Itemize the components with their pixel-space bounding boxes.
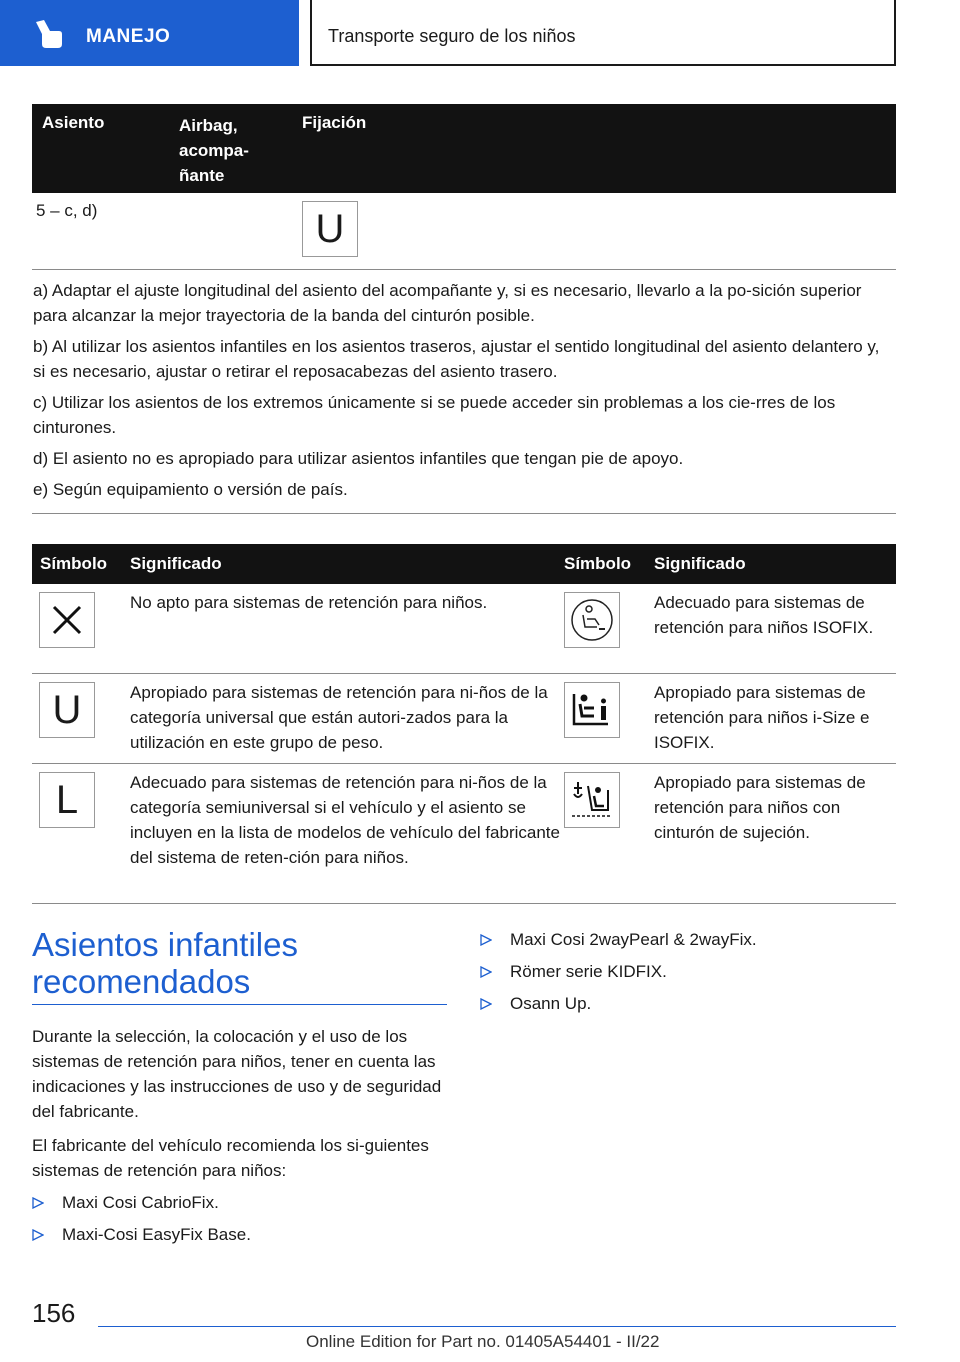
paragraph: El fabricante del vehículo recomienda los si-guientes sistemas de retención para niños: bbox=[32, 1136, 429, 1180]
table-row: L Adecuado para sistemas de retención para ni-ños de la categoría semiuniversal si el vehículo y el asiento se incluyen en la lista de modelos de vehículo del fabricante del sistema de reten-ción para niños. Apropiado para sistemas de retención para niños con cinturón de sujeción. bbox=[32, 764, 896, 904]
page-number: 156 bbox=[32, 1298, 76, 1328]
table-row: No apto para sistemas de retención para niños. Adecuado para sistemas de retención para niños ISOFIX. bbox=[32, 584, 896, 674]
symbol-table-header: Símbolo Significado Símbolo Significado bbox=[32, 544, 896, 584]
section-tab[interactable] bbox=[0, 0, 299, 66]
universal-icon: U bbox=[39, 682, 95, 738]
paragraph: Durante la selección, la colocación y el uso de los sistemas de retención para niños, tener en cuenta las indicaciones y las instrucciones de uso y de seguridad del fabricante. bbox=[32, 1027, 442, 1121]
chapter-header bbox=[310, 0, 896, 66]
not-suitable-icon bbox=[39, 592, 95, 648]
footnote: c) Utilizar los asientos de los extremos únicamente si se puede acceder sin problemas a los cie-rres de los cinturones. bbox=[33, 393, 836, 437]
semi-universal-icon: L bbox=[39, 772, 95, 828]
footnote: e) Según equipamiento o versión de país. bbox=[33, 480, 348, 499]
footnote: b) Al utilizar los asientos infantiles en los asientos traseros, ajustar el sentido longitudinal del asiento delantero y, si es necesario, ajustar o retirar el reposacabezas del asiento trasero. bbox=[33, 337, 880, 381]
col-fixation: Fijación bbox=[302, 113, 367, 132]
isofix-seat-icon bbox=[564, 592, 620, 648]
table-row bbox=[32, 193, 896, 270]
footnotes bbox=[33, 278, 891, 508]
top-tether-seat-icon bbox=[564, 772, 620, 828]
seat-table-header bbox=[32, 104, 896, 193]
col-airbag: Airbag, acompa- ñante bbox=[179, 116, 249, 185]
section-title: Asientos infantiles recomendados bbox=[32, 926, 298, 1000]
divider bbox=[32, 1004, 447, 1005]
divider bbox=[98, 1326, 896, 1327]
seat-value: 5 – c, d) bbox=[36, 201, 98, 220]
bullet-triangle-icon bbox=[480, 966, 492, 978]
universal-symbol: U bbox=[302, 201, 358, 257]
col-seat: Asiento bbox=[42, 113, 105, 132]
bullet-triangle-icon bbox=[32, 1229, 44, 1241]
section-label: MANEJO bbox=[86, 26, 171, 47]
chapter-title: Transporte seguro de los niños bbox=[328, 26, 576, 46]
footnote: d) El asiento no es apropiado para utilizar asientos infantiles que tengan pie de apoyo. bbox=[33, 449, 684, 468]
bullet-triangle-icon bbox=[32, 1197, 44, 1209]
bullet-triangle-icon bbox=[480, 934, 492, 946]
footnote: a) Adaptar el ajuste longitudinal del asiento del acompañante y, si es necesario, llevarlo a la po-sición superior para alcanzar la mejor trayectoria de la banda del cinturón posible. bbox=[33, 281, 862, 325]
bullet-triangle-icon bbox=[480, 998, 492, 1010]
i-size-seat-icon bbox=[564, 682, 620, 738]
edition-footer: Online Edition for Part no. 01405A54401 - II/22 bbox=[306, 1332, 660, 1351]
divider bbox=[32, 513, 896, 514]
hand-pointer-icon bbox=[30, 20, 64, 50]
table-row: U Apropiado para sistemas de retención para ni-ños de la categoría universal que están autori-zados para la utilización en este grupo de peso. Apropiado para sistemas de retención para niños i-Size e ISOFIX. bbox=[32, 674, 896, 764]
